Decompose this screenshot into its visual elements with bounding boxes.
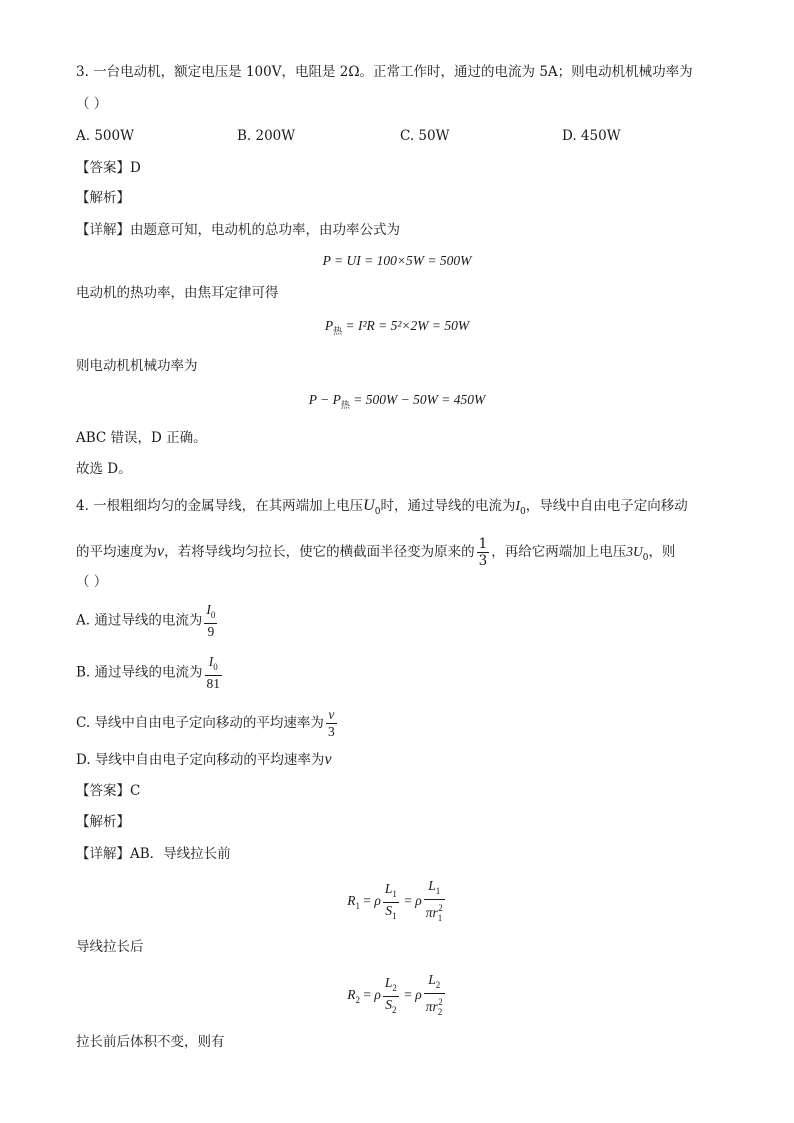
q4-text-final: 拉长前后体积不变，则有	[76, 1034, 225, 1050]
q4-stem2-d: ，则	[648, 544, 676, 560]
detail-text: 由题意可知，电动机的总功率，由功率公式为	[130, 222, 400, 238]
q4-stem2-a: 的平均速度为	[76, 544, 157, 560]
answer-label: 【答案】	[76, 160, 130, 176]
eq2-rest: = I²R = 5²×2W = 50W	[342, 318, 470, 333]
q4-stem-b: 时，通过导线的电流为	[380, 498, 516, 514]
q4-text-after: 导线拉长后	[76, 939, 144, 955]
q3-text-2: 电动机的热功率，由焦耳定律可得	[76, 285, 279, 301]
fraction-one-third: $\frac{1}{3}$	[478, 536, 488, 569]
detail-text: AB．导线拉长前	[130, 846, 231, 862]
q4-analysis-label: 【解析】	[76, 814, 130, 830]
q3-text-4: ABC 错误，D 正确。	[76, 430, 207, 446]
q4-option-d-text: D. 导线中自由电子定向移动的平均速率为	[76, 752, 325, 768]
q4-option-c-fraction: $\frac{v}{3}$	[327, 707, 335, 739]
q3-stem: 3. 一台电动机，额定电压是 100V，电阻是 2Ω。正常工作时，通过的电流为 5A；则电动机机械功率为	[76, 64, 693, 80]
answer-value: C	[130, 783, 141, 799]
q3-option-b: B. 200W	[237, 128, 296, 144]
q3-option-a: A. 500W	[76, 128, 134, 144]
q4-detail	[76, 844, 231, 864]
q4-option-b-fraction: $\frac{I_0}{81}$	[206, 654, 221, 691]
q4-option-a-text: A. 通过导线的电流为	[76, 612, 203, 629]
detail-label: 【详解】	[76, 846, 130, 862]
q4-option-a-fraction: $\frac{I_0}{9}$	[206, 602, 216, 639]
answer-label: 【答案】	[76, 783, 130, 799]
q4-option-c	[76, 706, 339, 740]
q3-text-3: 则电动机机械功率为	[76, 358, 198, 374]
eq3-rest: = 500W − 50W = 450W	[349, 392, 486, 407]
q4-blank: （ ）	[76, 574, 108, 590]
q4-option-d: D. 导线中自由电子定向移动的平均速率为v	[76, 751, 332, 768]
eq3-subscript: 热	[340, 400, 350, 410]
answer-value: D	[130, 160, 141, 176]
q4-answer	[76, 781, 140, 801]
q3-equation-2: $P_热 = I^2R = 5^2\times 2W = 50W$	[324, 318, 470, 336]
q4-option-c-text: C. 导线中自由电子定向移动的平均速率为	[76, 715, 324, 731]
q3-blank: （ ）	[76, 96, 108, 112]
q4-option-b	[76, 654, 224, 692]
q4-stem2-c: ，再给它两端加上电压	[491, 544, 627, 560]
q4-equation-r2: $R_2 = \rho$ $\frac{L_2}{S_2}$ = ρ $\frac{L_2}{\pi r_2^2}$	[347, 972, 443, 1017]
q3-text-5: 故选 D。	[76, 461, 132, 477]
q3-equation-3: $P - P_热 = 500W - 50W = 450W$	[308, 392, 486, 410]
detail-label: 【详解】	[76, 222, 130, 238]
q4-stem-a: 4. 一根粗细均匀的金属导线，在其两端加上电压	[76, 498, 364, 514]
q4-option-b-text: B. 通过导线的电流为	[76, 664, 203, 681]
q3-option-c: C. 50W	[400, 128, 450, 144]
q4-stem2-b: ，若将导线均匀拉长，使它的横截面半径变为原来的	[164, 544, 475, 560]
q3-equation-1: P = UI = 100×5W = 500W	[322, 253, 472, 268]
q4-stem-c: ，导线中自由电子定向移动	[525, 498, 688, 514]
q3-answer	[76, 158, 141, 178]
q3-analysis-label: 【解析】	[76, 190, 130, 206]
eq2-subscript: 热	[333, 326, 343, 336]
q4-equation-r1: $R_1 = \rho$ $\frac{L_1}{S_1}$ = ρ $\frac{L_1}{\pi r_1^2}$	[347, 878, 443, 923]
q4-stem-line1: 4. 一根粗细均匀的金属导线，在其两端加上电压$U_0$时，通过导线的电流为$I_0$，导线中自由电子定向移动	[76, 497, 688, 517]
q4-stem-line2: 的平均速度为v，若将导线均匀拉长，使它的横截面半径变为原来的 $\frac{1}{3}$ ，再给它两端加上电压$3U_0$，则	[76, 536, 676, 569]
q4-option-a	[76, 602, 219, 640]
q3-option-d: D. 450W	[562, 128, 621, 144]
q3-detail	[76, 220, 400, 240]
